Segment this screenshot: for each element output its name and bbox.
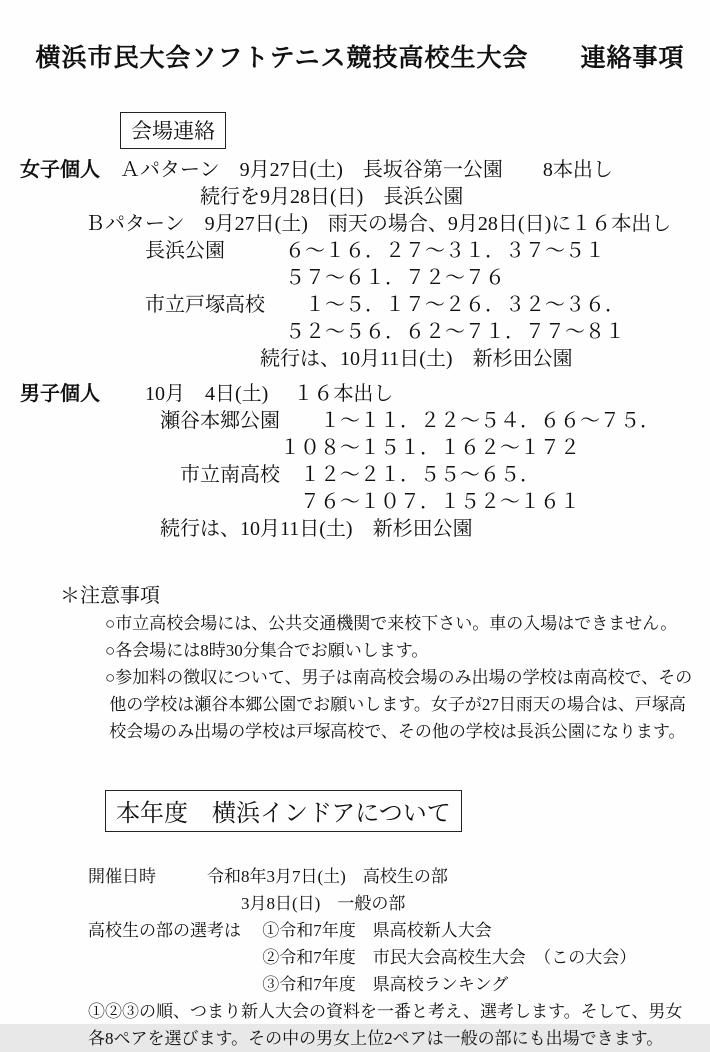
- text-line: 市立戸塚高校 １～５．１７～２６．３２～３６．: [20, 294, 625, 316]
- text-line: [20, 157, 700, 184]
- text-line: 続行は、10月11日(土) 新杉田公園: [20, 518, 473, 540]
- indoor-heading-wrap: [105, 790, 700, 832]
- page-title: 横浜市民大会ソフトテニス競技高校生大会 連絡事項: [35, 45, 685, 72]
- text-line: ５７～６１．７２～７６: [20, 267, 505, 289]
- text-line: １０８～１５１．１６２～１７２: [20, 437, 580, 459]
- text-line: 校会場のみ出場の学校は戸塚高校で、その他の学校は長浜公園になります。: [20, 722, 686, 741]
- text-line: 高校生の部の選考は ①令和7年度 県高校新人大会: [20, 921, 492, 940]
- text-line: Ｂパターン 9月27日(土) 雨天の場合、9月28日(日)に１６本出し: [20, 213, 672, 235]
- text-line: ５２～５６．６２～７１．７７～８１: [20, 321, 625, 343]
- indoor-section-heading: 本年度 横浜インドアについて: [105, 790, 462, 832]
- notes-heading: ＊注意事項: [20, 585, 160, 607]
- indoor-section: [20, 863, 700, 1052]
- text-line: ②令和7年度 市民大会高校生大会 （この大会）: [20, 948, 637, 967]
- text-line: ○市立高校会場には、公共交通機関で来校下さい。車の入場はできません。: [20, 614, 678, 633]
- mens-line1-rest: 10月 4日(土) １６本出し: [100, 383, 394, 405]
- text-line: ○参加料の徴収について、男子は南高校会場のみ出場の学校は南高校で、その: [20, 668, 693, 687]
- text-line: ③令和7年度 県高校ランキング: [20, 975, 509, 994]
- notes-section: [20, 610, 700, 745]
- womens-line1-rest: Ａパターン 9月27日(土) 長坂谷第一公園 8本出し: [100, 159, 613, 181]
- mens-singles-label: 男子個人: [20, 383, 100, 405]
- text-line: 長浜公園 ６～１６．２７～３１．３７～５１: [20, 240, 605, 262]
- venue-heading-wrap: [120, 112, 700, 149]
- text-line: 瀬谷本郷公園 １～１１．２２～５４．６６～７５．: [20, 410, 660, 432]
- text-line: [20, 381, 700, 408]
- venue-section-heading: 会場連絡: [120, 112, 226, 149]
- text-line: ７６～１０７．１５２～１６１: [20, 491, 580, 513]
- text-line: 各8ペアを選びます。その中の男女上位2ペアは一般の部にも出場できます。: [20, 1029, 664, 1048]
- text-line: 3月8日(日) 一般の部: [20, 894, 406, 913]
- text-line: 他の学校は瀬谷本郷公園でお願いします。女子が27日雨天の場合は、戸塚高: [20, 695, 686, 714]
- mens-singles-section: [20, 381, 700, 543]
- text-line: 開催日時 令和8年3月7日(土) 高校生の部: [20, 867, 448, 886]
- text-line: 市立南高校 １２～２１．５５～６５．: [20, 464, 540, 486]
- text-line: ○各会場には8時30分集合でお願いします。: [20, 641, 429, 660]
- womens-singles-label: 女子個人: [20, 159, 100, 181]
- womens-singles-section: [20, 157, 700, 373]
- text-line: 続行は、10月11日(土) 新杉田公園: [20, 348, 573, 370]
- text-line: ①②③の順、つまり新人大会の資料を一番と考え、選考します。そして、男女: [20, 1002, 683, 1021]
- text-line: 続行を9月28日(日) 長浜公園: [20, 186, 464, 208]
